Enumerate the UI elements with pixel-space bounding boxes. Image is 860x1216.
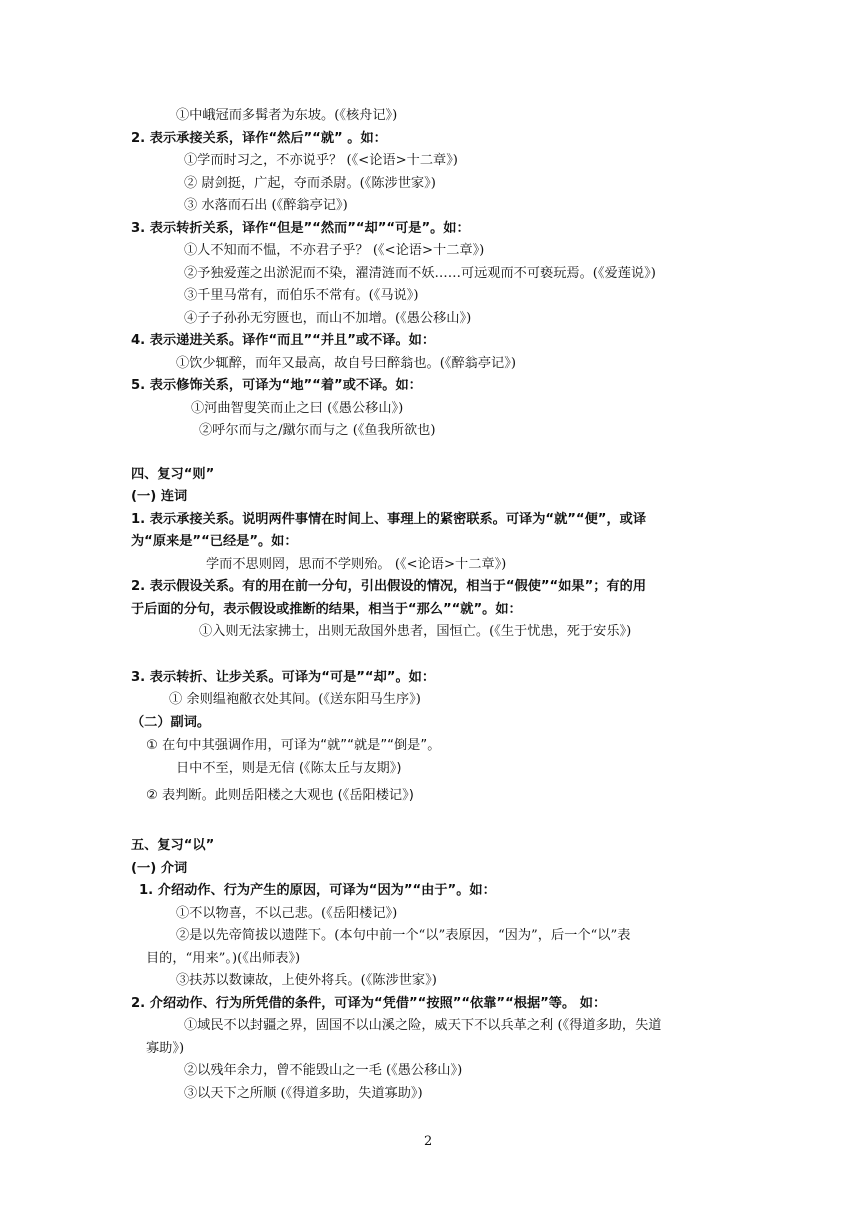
text-line: ③以天下之所顺 (《得道多助，失道寡助》): [184, 1086, 423, 1101]
heading-line: 1. 介绍动作、行为产生的原因，可译为“因为”“由于”。如：: [139, 883, 496, 898]
text-line: ① 在句中其强调作用，可译为“就”“就是”“倒是”。: [146, 738, 441, 753]
subsection-title: (一) 介词: [131, 861, 188, 876]
heading-line: 2. 表示承接关系，译作“然后”“就” 。如：: [131, 131, 387, 146]
heading-line: 1. 表示承接关系。说明两件事情在时间上、事理上的紧密联系。可译为“就”“便”，或译: [131, 512, 647, 527]
text-line: ②以残年余力，曾不能毁山之一毛 (《愚公移山》): [184, 1063, 463, 1078]
text-line: ③千里马常有，而伯乐不常有。(《马说》): [184, 288, 419, 303]
text-line: ④子子孙孙无穷匮也，而山不加增。(《愚公移山》): [184, 311, 472, 326]
text-line: ②予独爱莲之出淤泥而不染，濯清涟而不妖……可远观而不可亵玩焉。(《爱莲说》): [184, 266, 656, 281]
heading-line: 2. 介绍动作、行为所凭借的条件，可译为“凭借”“按照”“依靠”“根据”等。 如：: [131, 996, 607, 1011]
heading-line: 于后面的分句，表示假设或推断的结果，相当于“那么”“就”。如：: [131, 602, 522, 617]
text-line: 寡助》): [146, 1041, 185, 1056]
text-line: ①饮少辄醉，而年又最高，故自号曰醉翁也。(《醉翁亭记》): [176, 356, 516, 371]
heading-line: 5. 表示修饰关系，可译为“地”“着”或不译。如：: [131, 378, 422, 393]
heading-line: 4. 表示递进关系。译作“而且”“并且”或不译。如：: [131, 333, 436, 348]
text-line: ①学而时习之，不亦说乎？ (《<论语>十二章》): [184, 153, 458, 168]
text-line: ③ 水落而石出 (《醉翁亭记》): [184, 198, 348, 213]
subsection-title: （二）副词。: [131, 715, 211, 730]
text-line: 目的，“用来”。)(《出师表》): [146, 951, 301, 966]
text-line: ①域民不以封疆之界，固国不以山溪之险，威天下不以兵革之利 (《得道多助，失道: [184, 1018, 662, 1033]
heading-line: 3. 表示转折关系，译作“但是”“然而”“却”“可是”。如：: [131, 221, 470, 236]
text-line: ②呼尔而与之/蹴尔而与之 (《鱼我所欲也): [199, 423, 436, 438]
text-line: ①人不知而不愠，不亦君子乎？ (《<论语>十二章》): [184, 243, 485, 258]
heading-line: 3. 表示转折、让步关系。可译为“可是”“却”。如：: [131, 670, 436, 685]
text-line: ①不以物喜，不以己悲。(《岳阳楼记》): [176, 906, 398, 921]
text-line: ① 余则缊袍敝衣处其间。(《送东阳马生序》): [169, 692, 421, 707]
text-line: ①入则无法家拂士，出则无敌国外患者，国恒亡。(《生于忧患，死于安乐》): [199, 624, 632, 639]
heading-line: 为“原来是”“已经是”。如：: [131, 534, 298, 549]
text-line: ①中峨冠而多髯者为东坡。(《核舟记》): [176, 108, 398, 123]
text-line: 日中不至，则是无信 (《陈太丘与友期》): [176, 761, 402, 776]
text-line: ② 尉剑挺，广起，夺而杀尉。(《陈涉世家》): [184, 176, 436, 191]
text-line: ①河曲智叟笑而止之曰 (《愚公移山》): [191, 401, 404, 416]
subsection-title: (一) 连词: [131, 489, 188, 504]
text-line: ②是以先帝简拔以遗陛下。(本句中前一个“以”表原因，“因为”，后一个“以”表: [176, 928, 631, 943]
text-line: 学而不思则罔，思而不学则殆。 (《<论语>十二章》): [206, 557, 507, 572]
heading-line: 2. 表示假设关系。有的用在前一分句，引出假设的情况，相当于“假使”“如果”；有的用: [131, 579, 647, 594]
section-title: 五、复习“以”: [131, 838, 215, 853]
page-number: 2: [424, 1134, 433, 1149]
text-line: ③扶苏以数谏故，上使外将兵。(《陈涉世家》): [176, 973, 437, 988]
section-title: 四、复习“则”: [131, 467, 215, 482]
text-line: ② 表判断。此则岳阳楼之大观也 (《岳阳楼记》): [146, 788, 414, 803]
